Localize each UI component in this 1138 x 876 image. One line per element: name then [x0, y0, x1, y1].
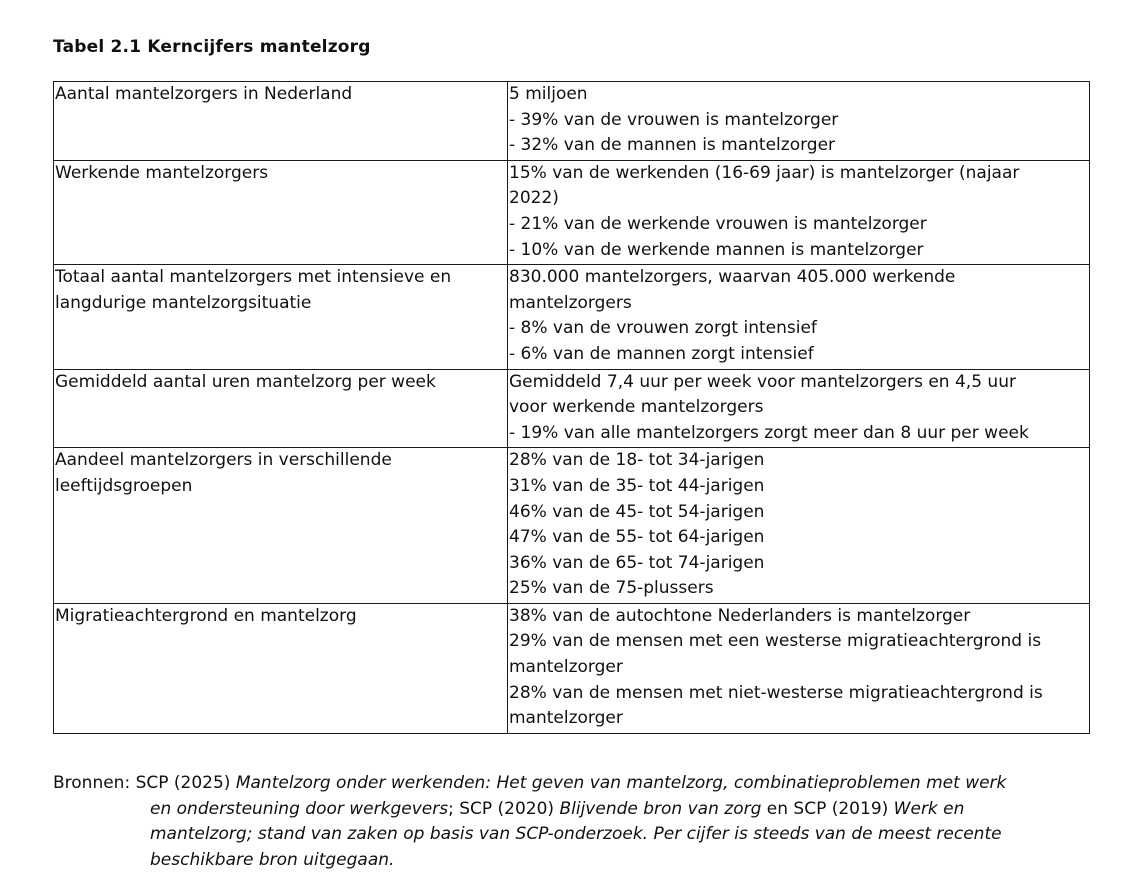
row-value-line: - 8% van de vrouwen zorgt intensief: [509, 318, 817, 339]
sources-line-4: [53, 848, 1098, 874]
row-value-line: 47% van de 55- tot 64-jarigen: [509, 527, 765, 548]
row-value-line: 29% van de mensen met een westerse migratieachtergrond is: [509, 631, 1042, 652]
row-value-cell: [508, 265, 1090, 369]
row-value-line: 28% van de 18- tot 34-jarigen: [509, 450, 765, 471]
key-figures-table: [53, 81, 1090, 734]
row-label-cell: [54, 265, 508, 369]
sources-title-2: Blijvende bron van zorg: [559, 798, 762, 819]
row-label-line: langdurige mantelzorgsituatie: [55, 292, 312, 313]
row-value-line: 15% van de werkenden (16-69 jaar) is mantelzorger (najaar: [509, 162, 1020, 183]
row-value-line: Gemiddeld 7,4 uur per week voor mantelzorgers en 4,5 uur: [509, 371, 1016, 392]
table-row: [54, 265, 1090, 369]
sources-title-1-cont: en ondersteuning door werkgevers: [150, 798, 449, 819]
row-value-line: 2022): [509, 188, 559, 209]
row-label-line: Migratieachtergrond en mantelzorg: [55, 605, 357, 626]
table-body: [54, 82, 1090, 734]
sources-line-1: [53, 771, 1098, 797]
sources-title-3-end: beschikbare bron uitgegaan.: [150, 849, 395, 870]
table-row: [54, 448, 1090, 604]
row-label-cell: [54, 160, 508, 264]
row-label-line: Gemiddeld aantal uren mantelzorg per week: [55, 371, 436, 392]
row-label-line: Werkende mantelzorgers: [55, 162, 269, 183]
sources-line-2: [53, 797, 1098, 823]
row-value-cell: [508, 603, 1090, 733]
row-value-line: voor werkende mantelzorgers: [509, 397, 764, 418]
row-value-line: 46% van de 45- tot 54-jarigen: [509, 501, 765, 522]
row-value-line: 5 miljoen: [509, 84, 588, 104]
table-row: [54, 160, 1090, 264]
row-value-line: mantelzorger: [509, 657, 623, 678]
row-value-line: 28% van de mensen met niet-westerse migratieachtergrond is: [509, 682, 1043, 703]
table-row: [54, 603, 1090, 733]
row-value-cell: [508, 369, 1090, 448]
sources-lead: Bronnen: SCP (2025): [53, 773, 236, 793]
sources-note: [53, 771, 1098, 873]
sources-sep-2: en SCP (2019): [761, 798, 894, 819]
row-value-line: 25% van de 75-plussers: [509, 578, 714, 599]
sources-sep-1: ; SCP (2020): [448, 798, 560, 819]
table-row: [54, 369, 1090, 448]
row-value-line: - 19% van alle mantelzorgers zorgt meer dan 8 uur per week: [509, 422, 1029, 443]
row-label-cell: [54, 448, 508, 604]
row-value-line: 31% van de 35- tot 44-jarigen: [509, 475, 765, 496]
table-title: Tabel 2.1 Kerncijfers mantelzorg: [53, 37, 371, 57]
sources-line-3: [53, 822, 1098, 848]
table-row: [54, 82, 1090, 161]
sources-title-1: Mantelzorg onder werkenden: Het geven van mantelzorg, combinatieproblemen met werk: [235, 773, 1007, 793]
row-value-line: mantelzorger: [509, 708, 623, 729]
row-value-line: mantelzorgers: [509, 292, 632, 313]
row-label-line: leeftijdsgroepen: [55, 475, 193, 496]
row-value-cell: [508, 448, 1090, 604]
row-value-line: - 39% van de vrouwen is mantelzorger: [509, 109, 839, 130]
row-value-line: 36% van de 65- tot 74-jarigen: [509, 552, 765, 573]
row-label-line: Totaal aantal mantelzorgers met intensieve en: [55, 267, 452, 288]
row-label-cell: [54, 603, 508, 733]
row-value-line: - 32% van de mannen is mantelzorger: [509, 135, 836, 156]
sources-title-3-cont: mantelzorg; stand van zaken op basis van SCP-onderzoek. Per cijfer is steeds van de meest recente: [150, 824, 1002, 845]
row-label-cell: [54, 82, 508, 161]
row-value-cell: [508, 82, 1090, 161]
row-value-line: - 10% van de werkende mannen is mantelzorger: [509, 239, 924, 260]
row-value-cell: [508, 160, 1090, 264]
row-label-line: Aantal mantelzorgers in Nederland: [55, 84, 353, 104]
row-value-line: 38% van de autochtone Nederlanders is mantelzorger: [509, 605, 971, 626]
row-value-line: 830.000 mantelzorgers, waarvan 405.000 werkende: [509, 267, 956, 288]
row-value-line: - 21% van de werkende vrouwen is mantelzorger: [509, 213, 927, 234]
row-label-line: Aandeel mantelzorgers in verschillende: [55, 450, 392, 471]
row-label-cell: [54, 369, 508, 448]
row-value-line: - 6% van de mannen zorgt intensief: [509, 343, 814, 364]
sources-title-3: Werk en: [893, 798, 965, 819]
